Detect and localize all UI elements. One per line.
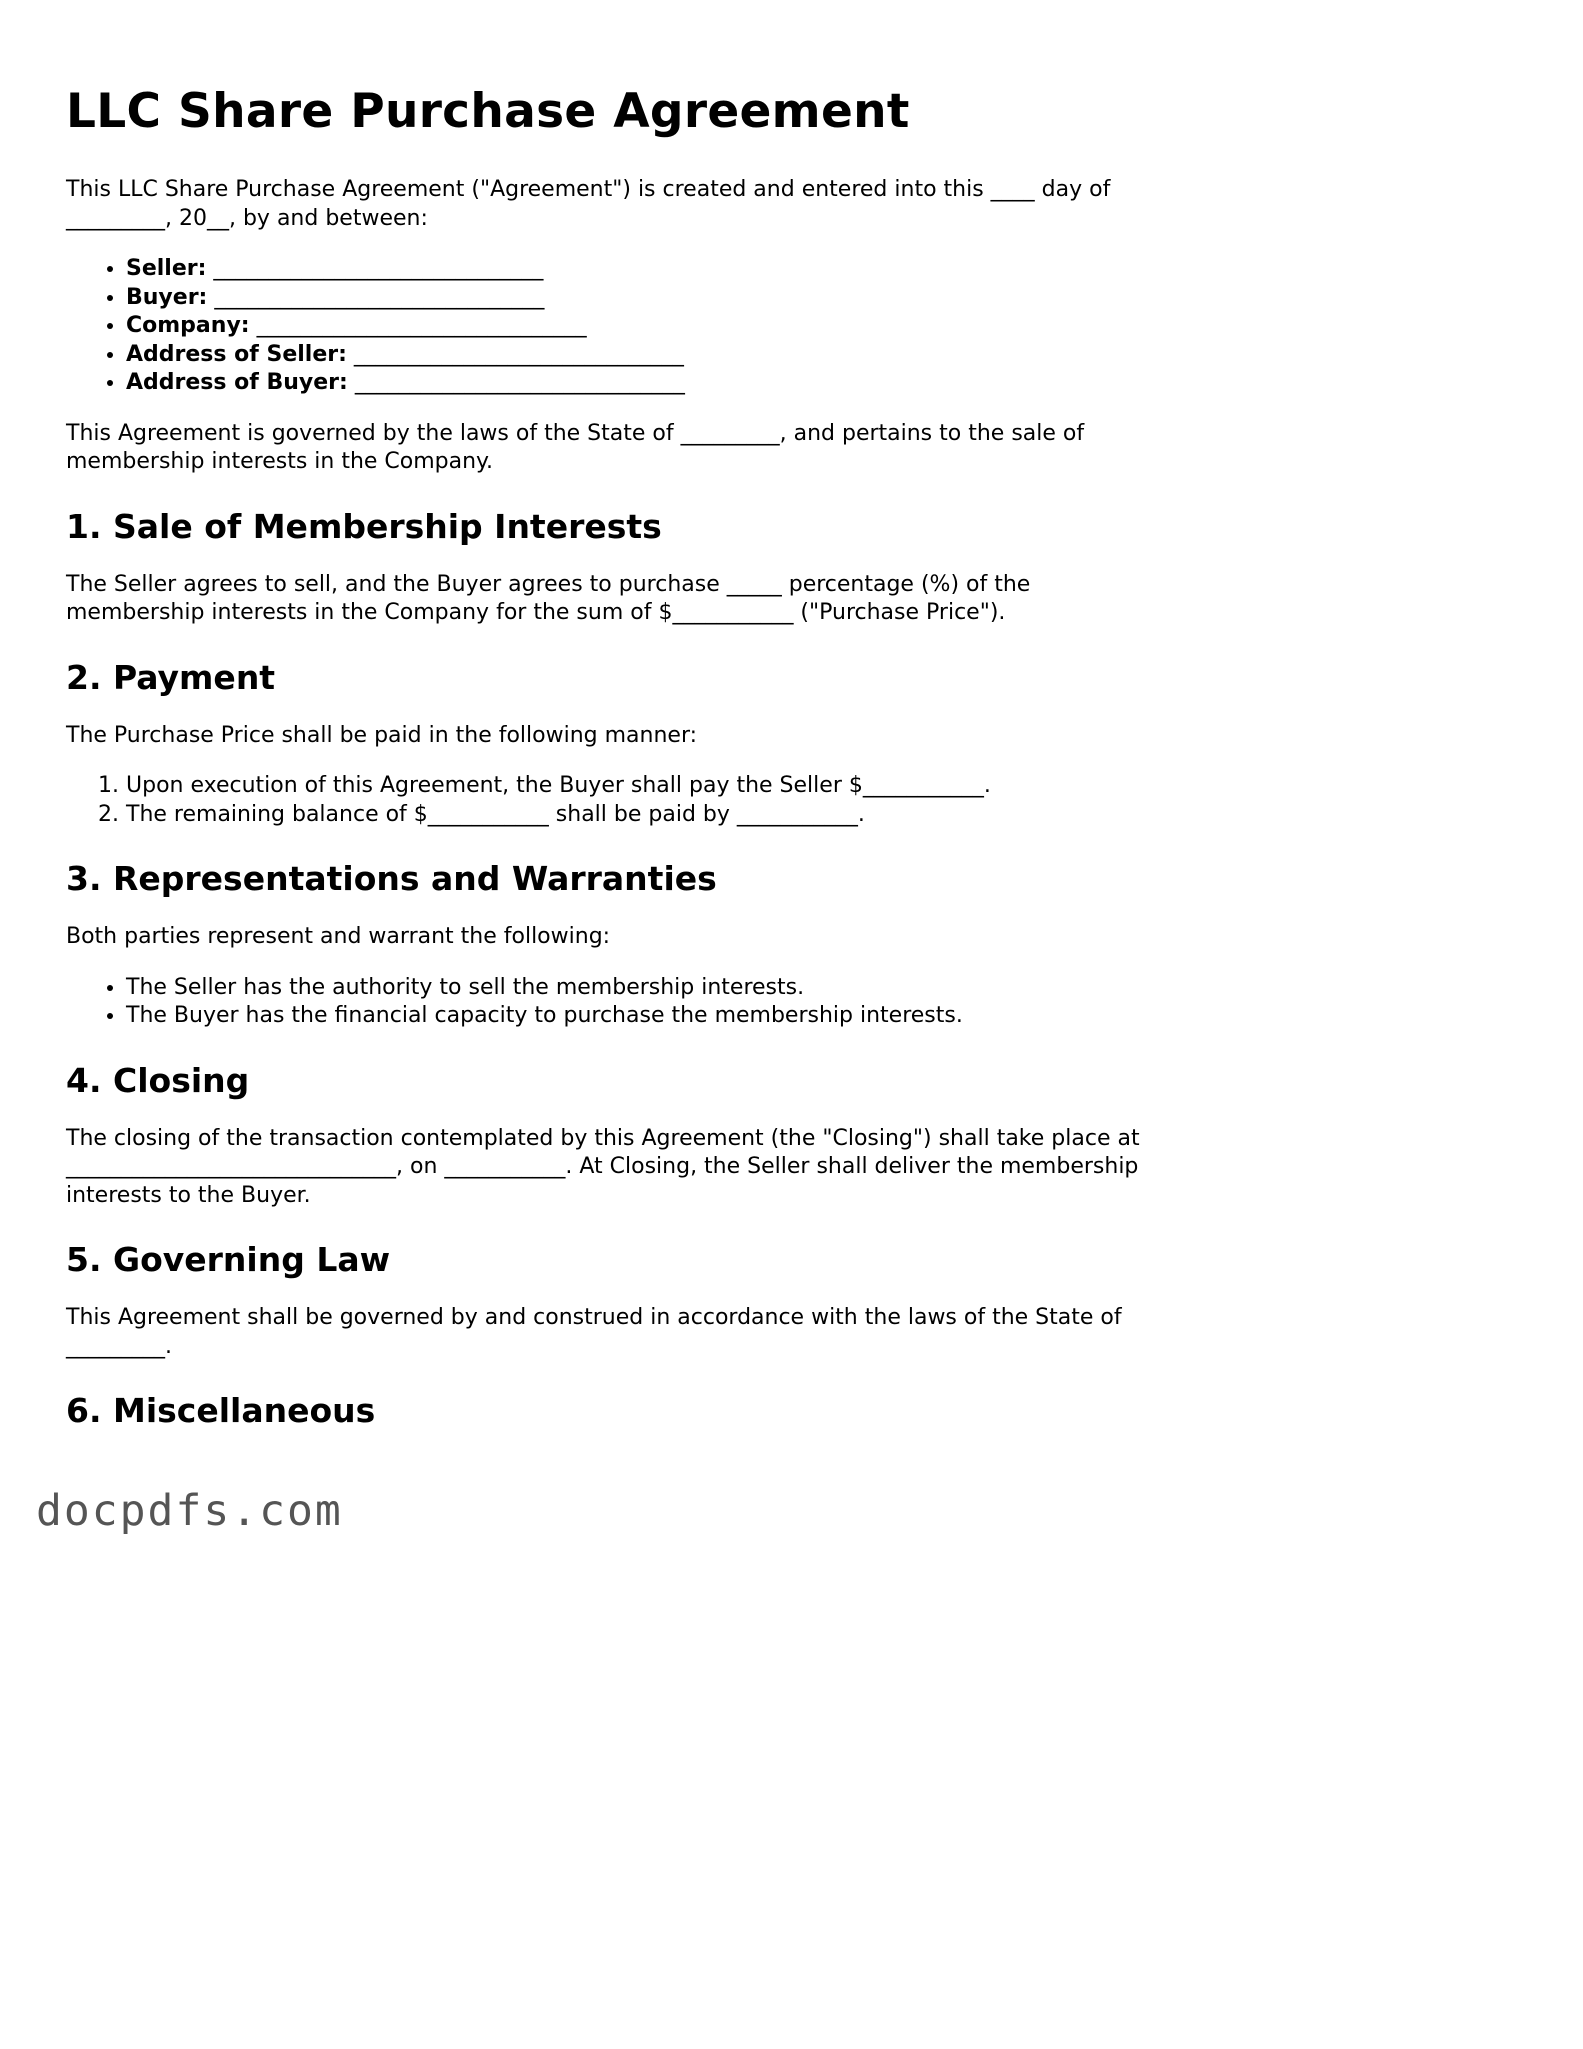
party-label: Buyer: xyxy=(126,284,208,310)
section-heading-misc: 6. Miscellaneous xyxy=(66,1391,376,1430)
watermark-text: docpdfs.com xyxy=(36,1486,343,1536)
party-label: Seller: xyxy=(126,256,207,281)
governing-intro-paragraph: This Agreement is governed by the laws of the State of _________, and pertains to the sale of membership interests in the Company. xyxy=(66,420,1085,474)
list-item-buyer xyxy=(126,284,1158,313)
list-item: • The Seller has the authority to sell the membership interests. xyxy=(126,974,1158,1003)
list-item-buyer-address xyxy=(126,369,1158,398)
party-label: Address of Seller: xyxy=(126,341,347,367)
party-blank: ______________________________ xyxy=(213,256,544,281)
section-heading-sale: 1. Sale of Membership Interests xyxy=(66,506,662,546)
party-blank: ______________________________ xyxy=(214,284,545,310)
list-item-seller-address xyxy=(126,341,1158,370)
section-body-payment: The Purchase Price shall be paid in the following manner: xyxy=(66,722,698,748)
party-label: Address of Buyer: xyxy=(126,370,348,395)
section-body-closing: The closing of the transaction contemplated by this Agreement (the "Closing") shall take place at ______________________________, on ___________. At Closing, the Seller shall deliver the membership interests to the Buyer. xyxy=(66,1125,1140,1208)
section-heading-payment: 2. Payment xyxy=(66,657,276,697)
list-item-seller xyxy=(126,255,1158,284)
section-body-law: This Agreement shall be governed by and construed in accordance with the laws of the State of _________. xyxy=(66,1305,1122,1359)
list-item: • The Buyer has the financial capacity to purchase the membership interests. xyxy=(126,1002,1158,1031)
list-item-company xyxy=(126,312,1158,341)
intro-paragraph: This LLC Share Purchase Agreement ("Agreement") is created and entered into this ____ day of _________, 20__, by and between: xyxy=(66,177,1111,231)
reps-list xyxy=(66,974,1158,1031)
page-title: LLC Share Purchase Agreement xyxy=(66,84,910,139)
parties-list xyxy=(66,255,1158,398)
party-label: Company: xyxy=(126,313,250,338)
party-blank: ______________________________ xyxy=(256,313,587,338)
section-body-sale: The Seller agrees to sell, and the Buyer agrees to purchase _____ percentage (%) of the membership interests in the Company for the sum of $___________ ("Purchase Price"). xyxy=(66,571,1031,625)
section-heading-reps: 3. Representations and Warranties xyxy=(66,859,717,898)
payment-list xyxy=(66,772,1158,829)
document-page xyxy=(66,82,1158,1455)
section-heading-closing: 4. Closing xyxy=(66,1060,250,1100)
section-heading-law: 5. Governing Law xyxy=(66,1240,391,1279)
party-blank: ______________________________ xyxy=(354,370,685,395)
list-item: 2. The remaining balance of $___________ shall be paid by ___________. xyxy=(126,801,1158,830)
list-item: 1. Upon execution of this Agreement, the Buyer shall pay the Seller $___________. xyxy=(126,772,1158,801)
section-body-reps: Both parties represent and warrant the following: xyxy=(66,924,611,949)
party-blank: ______________________________ xyxy=(353,341,684,367)
